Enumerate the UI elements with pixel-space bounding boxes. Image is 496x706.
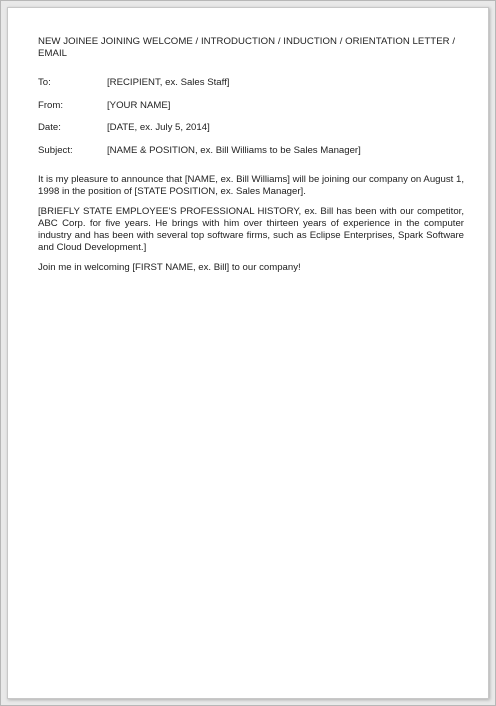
date-row [38,122,464,134]
letter-content [38,36,464,282]
date-value: [DATE, ex. July 5, 2014] [107,122,210,133]
to-label: To: [38,77,51,88]
letter-title: NEW JOINEE JOINING WELCOME / INTRODUCTION / INDUCTION / ORIENTATION LETTER / EMAIL [38,36,456,59]
from-label: From: [38,99,64,111]
history-paragraph: [BRIEFLY STATE EMPLOYEE'S PROFESSIONAL HISTORY, ex. Bill has been with our competitor, ABC Corp. for five years. He brings with him over thirteen years of experience in the computer industry and has been with several top software firms, such as Eclipse Enterprises, Spark Software and Cloud Development.] [38,205,464,253]
from-value: [YOUR NAME] [107,99,171,111]
date-label: Date: [38,122,61,133]
letter-body [38,174,464,274]
to-value: [RECIPIENT, ex. Sales Staff] [107,77,230,88]
announcement-paragraph: It is my pleasure to announce that [NAME, ex. Bill Williams] will be joining our company on August 1, 1998 in the position of [STATE POSITION, ex. Sales Manager]. [38,173,464,197]
to-row [38,77,464,89]
closing-paragraph: Join me in welcoming [FIRST NAME, ex. Bill] to our company! [38,261,301,273]
subject-label: Subject: [38,144,73,156]
letter-header-fields [38,77,464,157]
document-sheet [7,7,489,699]
subject-row [38,145,464,157]
subject-value: [NAME & POSITION, ex. Bill Williams to be Sales Manager] [107,144,361,156]
from-row [38,100,464,112]
